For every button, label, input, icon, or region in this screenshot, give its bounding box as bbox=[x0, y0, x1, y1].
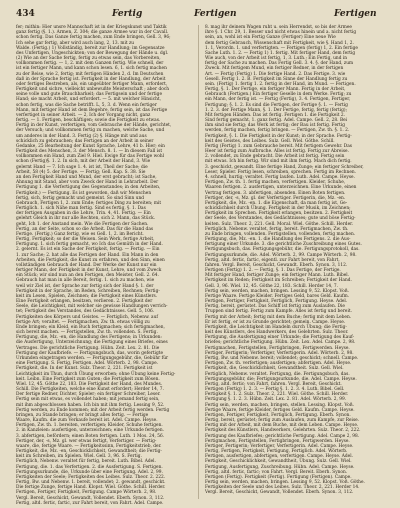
text-line: Schill. Die Fertigkeiten, welche eine Kunst erfordert; Herder 14, 7. bbox=[16, 387, 164, 393]
text-line: Fertigung, Ausfertigung, Zuschreibung. Hübn. Adel. Campe. Heyse. bbox=[205, 464, 355, 470]
text-line: Fertiger, der, -s, Mz. gl. der Verfertiger. Fertigerin, die, Mz. -en. bbox=[205, 195, 346, 201]
text-line: Eine Fertigkeit erlangen, besitzen, verlieren. 2. Fertigkeit der bbox=[16, 299, 153, 305]
text-line: Fertigkeiten der Seele; Fertigkeiten des Leibes. Sulz. Theor. 2. 222. bbox=[16, 474, 166, 480]
text-line: schon fertig. Das Ganze fertig machen, zum Ende bringen, Gell. 3, 96; bbox=[16, 35, 171, 41]
text-line: Fertigung 1. die Verfertigung des Gegenstandes; in den Arbeiten, bbox=[16, 185, 161, 191]
text-line: seine volle und gute Brauchbarkeit; das Fertigsein und der fertige bbox=[16, 92, 163, 98]
text-line: vollständigen Gebrauch der Hand. Der Werke der Kunst nur ein bbox=[16, 262, 157, 268]
text-line: Fertigkeit, Geschicklichkeit, Gewandtheit, Übung. Sulz. Gell. Wiel. bbox=[205, 459, 352, 465]
text-line: Die fertige Zunge, fertige Hand. Klopst. Wiel. Göthe. Schill. Herder. bbox=[16, 485, 166, 491]
text-line: Fertig sein, werden, machen, bringen. Lessing 9, 52. Klopst. Voß. bbox=[205, 288, 349, 294]
text-line: oder fertiges Bestreben, als, ein ungeübter fertiger Mann, erfordert, bbox=[16, 81, 168, 87]
text-line: Ich sehe gar fertig, aber wird auch lang, 2, 13. mit zu bbox=[16, 40, 135, 46]
text-line: sein. (Fertig) 1. fertig 1. 2. fertig in der Hand, im Mund. — Fertigen. bbox=[205, 81, 356, 87]
text-line: Fertigen, Fertiger, Fertigkeit, Fertiglich, Fertigung. Heyse. Adel. bbox=[205, 299, 348, 305]
text-line: vollkommen ein Hand, zum Ziel 9. Hiel. Ewige für das Fertige wohl bbox=[16, 154, 165, 160]
text-line: Fertig, altd. fertic; von Fahrt, fahren. Vergl. Bereit, Geschickt. bbox=[205, 381, 342, 387]
text-line: Fertigung §. 1. 2. 3. Hübn. Zeit. Lex. 2. 81. Adel. Wörterb. 2, 99. bbox=[205, 397, 347, 403]
text-line: Fertig in der Kunst, verfertigen, vom Gebrauche der Hände, gerichtet, bbox=[16, 123, 172, 129]
text-line: 4. schnell, hurtig; veraltet. Fertig laufen. Luth. Adel. Campe. Heyse. bbox=[205, 174, 356, 180]
text-line: Fertigung, die. 1. das Verfertigen. 2. die Ausfertigung. S. Fertigen. bbox=[16, 464, 163, 470]
text-line: Fertigen, Zw. th. 1. bereiten, verfertigen; Kleider, Schuhe fertigen. bbox=[16, 423, 163, 429]
text-line: Fertiglich, Nebenw. veraltet, fertig, bereit. Fertigmachen, Zw. th. bbox=[205, 226, 349, 232]
text-line: 2. in Kanzleien: ausfertigen, unterzeichnen; eine Urkunde fertigen. bbox=[16, 428, 165, 434]
page-header bbox=[16, 9, 386, 23]
column-divider bbox=[198, 25, 199, 499]
text-line: Fertigen, Zw. th. 1. fertig machen, verfertigen. Kleider, Schuhe, bbox=[205, 180, 346, 186]
text-line: Fertigung; §. 1. 2. Es sind die Fertigen, der Fertige §. 1. — Fertig bbox=[205, 102, 348, 108]
text-line: ganz fertig (§. 1.). Armen, Z. 304; die ganze Armee war in der Cavall. bbox=[16, 30, 169, 36]
headword-left: Fertig bbox=[112, 9, 143, 19]
text-line: zu Ende bringen, vollenden. Fertigstellen, vollenden, fertig machen. bbox=[205, 231, 356, 237]
text-line: Fertigen, Fertiger, Fertigkeit, Fertigung. Campe Wörterb. 2, 98. bbox=[16, 490, 157, 496]
text-line: Fertig, altd. fertic, fartic, eigentl. zur Fahrt bereit, von Fahrt, bbox=[205, 257, 340, 263]
text-line: Fertigung des Kaufbriefes; gerichtliche Fertigung. Adel. Campe 2, 98. bbox=[205, 433, 360, 439]
text-line: Fertigen, Fertiger, Fertigkeit, Fertiglich, Fertigung. Eberh. Synon. bbox=[205, 412, 351, 418]
text-line: Fertigungsurkunde, die. Adel. Wörterb. 2, 99. Campe Wörterb. 2, 98. bbox=[205, 252, 357, 258]
text-line: Fertig (Fertig) 1. zum Gebrauche bereit. Mit fertigem Gewehr. Das bbox=[205, 143, 353, 149]
text-line: Sache Luth. 1. 2. — Fertig 1) 1. fertig. Mit fertiger Hand, dem fertig bbox=[205, 50, 356, 56]
text-line: Fertigungsurkunde, die, Urkunde über eine Fertigung. Adel. 2, 99. bbox=[16, 469, 163, 475]
text-line: 3. abfertigen, befördern; einen Boten fertigen. Luth. 1 Mos. 24, 56. bbox=[16, 433, 165, 439]
text-line: 2. vollendet, zu Ende gebracht. Die Arbeit ist fertig. Fertig sein bbox=[205, 154, 345, 160]
text-line: Fertig, bereit, gerüstet. Das Schiff ist fertig zum Auslaufen. Die bbox=[205, 304, 345, 310]
text-line: Fertigkeit.) — Fertigung. Es ist geworden, daß wir Menschen bbox=[16, 190, 152, 196]
text-line: Fertigkeit, die, Geschicklichkeit, Gewandtheit. Sulz. Gell. Wiel. bbox=[205, 366, 344, 372]
text-line: Fertig mit der Arbeit, mit dem Buche, mit dem Leben. Campe. Heyse. bbox=[205, 423, 359, 429]
text-line: Urkunden eingetragen werden. — Fertigungsgebühr, die, Gebühr für bbox=[16, 356, 169, 361]
text-line: fertigung einer Urkunde. 3. die gerichtliche Zuschreibung eines Gutes. bbox=[205, 242, 362, 248]
text-line: fertig. — 1. Fertigen, beschäftigen; sowie die Fertigkeit zu etwas. bbox=[16, 118, 161, 124]
text-line: Fertigkeit und sichre, vielleicht unbewußte Meisterschaft ; aber doch bbox=[16, 87, 170, 93]
text-line: keit. Leibn. Eine Fertigkeit zum Guten; die Fertigkeit zum Bösen. bbox=[16, 376, 160, 382]
text-line: Fertigen (Fertig) 1. 2. 3. — Fertig §. 1. 2. 3. 4. Luth. Bibel. Gell. bbox=[205, 387, 345, 393]
text-line: Fertig, Fertigkeit; so der die Weisen. Sein Werk, fertige Arbeit, bbox=[16, 237, 155, 243]
text-line: die Ausfertigung, Unterzeichnung; die Fertigung eines Briefes, eines bbox=[16, 340, 168, 346]
text-line: daß in der Sprache fertig ist. Fertigkeit in der Handlung, der Arbeit bbox=[16, 76, 166, 82]
text-line: der Versuch; und vollkommen fertig zu machen, welche Sache, und bbox=[16, 128, 165, 134]
text-line: sich bereit machen. — Fertigstellen, Zw. th. vollenden. S. Fertig. bbox=[16, 330, 158, 336]
text-line: Gebrauch hat man in alle Bereit, fertig. 1. sich zu machen, wie bbox=[16, 278, 155, 284]
text-line: Gebrauch (Fertigen.) Ein fertiger Geselle in dem Werke. Fertig; zu bbox=[205, 92, 352, 98]
text-line: 2. gelernt. Es ist ein Sache der Fertigkeit, fertig. — Fertig. — Ein bbox=[16, 247, 160, 253]
text-line: schon fertig, was die Sache betrifft. L, 5, 3. d. Wenn ein fertiger bbox=[16, 102, 157, 108]
text-line: ihre §. 1 Chr. 29, 1. Besser und nicht etwas hinein und a. nicht fertig bbox=[205, 30, 357, 36]
text-line: waare, die, fertige Waare. — Fertigkeitssinn, Fertigkeitstrieb, der. bbox=[16, 443, 162, 449]
left-column bbox=[16, 25, 194, 506]
text-line: mit ihm abgeschlossen haben. Ich bin mit ihm fertig. Lessing 9, 52. bbox=[16, 402, 165, 408]
text-line: weil wir Ziel ist, der Sprache zur fertig sich der Hand §. 1. der bbox=[16, 283, 154, 289]
text-line: Fertigungsgebühr, die; Fertigungsurkunde, die. Adel. Campe. Heyse. bbox=[205, 376, 357, 382]
text-line: bringen, zu Stande bringen; er bringt alles fertig. — Fertige bbox=[16, 412, 149, 418]
text-line: Truppen sind fertig. Fertig zum Kampfe. Alles ist fertig und bereit. bbox=[205, 309, 353, 315]
text-line: keiten. Sulz. Theor. 2, 221. Gell. Moral. Wiel. Göthe. Schill. Herder. bbox=[205, 221, 354, 227]
text-line: Sind fertig gemacht, 1. ganz fertig. Adel. Campe. Gell. 2, 28. Bei bbox=[205, 118, 348, 124]
text-line: Der fertige Redner, Dichter, Spieler; ein fertiger Schreiber, Leser. bbox=[16, 392, 161, 398]
text-line: Hand; sie macht Arbeit, und erfordert. — 5. mit welcher Hinsicht, bbox=[16, 97, 162, 103]
text-line: Walde. (Fertig.) 1) Vollständig, bereit zur Handlung; im Gegensatze bbox=[16, 45, 165, 51]
text-line: Fertig, altd. fertic, fartic, zur Fahrt bereit, von Fahrt. Adel. Campe. bbox=[16, 500, 164, 506]
text-line: Fertig, §. 1. Der Fertige, ein fertiger Mann. Fertig in der Arbeit, bbox=[205, 87, 346, 93]
text-line: ein Mann, der fertig ist. — Fertig (Fertig), 3. 4. Fertigen, Fertiger, bbox=[205, 97, 351, 103]
page-number: 434 bbox=[16, 9, 35, 19]
text-line: Fertigung der Kaufbriefe. — Fertigungsbuch, das, worin gefertigte bbox=[16, 350, 164, 356]
text-line: Arbeiten, die Fertigkeit, die Kunst zu erfahren, und den Sinn, einen bbox=[16, 257, 165, 263]
text-line: Fertigkeit, §. 1. Die Fertigkeit in der Kunst; in der Sprache. Fertig- bbox=[205, 133, 352, 139]
text-line: Fertig, altd. fertic, fartic; von Fahrt. Vergl. Bereit. Eberh. Synon. bbox=[205, 469, 348, 475]
headword-right: Fertigen bbox=[334, 9, 377, 19]
text-line: keit des Künstlers, des Handwerkers, des Gelehrten. Sulz. Theor. bbox=[205, 330, 349, 336]
text-line: Wiel. 12, 45. Göthe 22, 183. Die Fertigkeit der Hand, des Mundes. bbox=[16, 381, 163, 387]
text-line: Fertigkeit, die. In der Kunst. Sulz. Theor. 2, 221. Fertigkeit ist bbox=[16, 366, 153, 372]
text-line: mit etwas. Ich bin fertig. Wir sind mit ihm fertig. Mach dich fertig. bbox=[205, 159, 352, 165]
text-line: an den Fertigkeit Hand und Mund, der erst gebracht; ist Sache, bbox=[16, 174, 157, 180]
text-line: Zweck. Mit fertigem Mund, ein fertiger Redner, in der fertigen bbox=[205, 66, 344, 72]
text-line: Fertig, Bw. und Nebenw. 1. bereit, vollendet; 2. gewandt, geschickt. bbox=[16, 480, 166, 486]
text-line: eine Fertigung. S. Fertig, Fertigen. Adel. Wörterb. 2, 98. Campe. bbox=[16, 361, 159, 367]
text-line: Fertiglich, Nebenw. veraltet für fertig, bereit. Luth. Bibel. Adel. bbox=[16, 459, 156, 465]
text-line: Mit fertigen Händen. Das ist fertig. Fertigen 1. die Fertigkeit 2. bbox=[205, 112, 346, 118]
text-line: Fertigmachen, Fertigstellen, Fertigbringen, Fertigwerden. Heyse. bbox=[205, 438, 350, 444]
text-line: 1. 1, Verordn. 1. und verfertigten. — Fertigen (fertig) 1, 2. Ein fertige bbox=[205, 45, 358, 51]
text-line: Fertigkeit des Künstlers, Handwerkers, Gelehrten. Sulz. Theor. 2, 222. bbox=[205, 428, 361, 434]
text-line: Fertig, bereit, gerüstet; fertig zum Auslaufen, zum Kampfe, zur Reise. bbox=[205, 418, 360, 424]
text-line: tet; Fertigkeit des Verstandes, des Gedächtnisses. Gell. 5, 106. bbox=[16, 309, 155, 315]
text-line: fertig der Sache zu machen. Das Fertig Gell. 3. 4. §. der Hand, zum bbox=[205, 61, 354, 67]
text-line: fertig, sich, fertig gemacht und gemeint. So sind Sinn und bbox=[16, 195, 145, 201]
text-line: Gebrauch, Fertigen 1, 2. zum Ende; fertiges Ding zu bereiten; mit bbox=[16, 200, 162, 206]
text-line: keit im Schreiben, im Spielen. Wiel. Gell. 3, 96. S. Fertig. bbox=[16, 454, 142, 460]
text-line: Art. — Fertig (Fertig) 1. Die fertige Hand. 2. Das Fertige. 3. wie bbox=[205, 71, 346, 77]
text-line: Fertig, Bw. und Nebenw. bereit; vollendet; geschickt; schnell. Campe. bbox=[205, 356, 359, 361]
text-line: Heer ist fertig zum Aufbruche. Alles ist fertig. Fertig zur Abreise. bbox=[205, 149, 349, 155]
text-line: Arbeit, 58 (4) 5. der Fertige. — Fertig; Gell. Kap. S. 38. Sie bbox=[16, 169, 146, 175]
text-line: Fertigen, ausfertigen, abfertigen, verfertigen. Campe. Heyse. Adel. bbox=[205, 454, 353, 460]
text-line: Waaren fertigen. 2. ausfertigen, unterzeichnen. Eine Urkunde, einen bbox=[205, 185, 357, 191]
text-line: ist ein fertiger Mann, und kann schon lesen. 6, 1. sich fertig machen bbox=[16, 66, 167, 72]
text-line: Fertiger, Fertigerin; Verfertiger, Verfertigerin. Adel. Wörterb. 2, 98. bbox=[205, 350, 354, 356]
text-line: Vergl. Bereit, Geschickt, Gewandt, Vollendet. Eberh. Synon. 3, 112. bbox=[16, 495, 165, 501]
text-line: fertiger Mann, der Fertigkeit in der Kunst, Lehre, und vom Zweck bbox=[16, 268, 162, 274]
text-line: Fertigkeit, die Leichtigkeit im Handeln durch Übung; die Fertig- bbox=[205, 324, 347, 330]
text-line: Fertig mit der Arbeit; fertig mit dem Buche; fertig mit dem Leben. bbox=[205, 314, 352, 320]
text-line: Fertige Waare. Fertige Kleider. Fertiges Geld, bares Geld. Kaufm. bbox=[205, 293, 350, 299]
text-line: schicklich zu gebrauchen; das Fertigen an der Arbeit in seiner bbox=[16, 138, 154, 144]
text-line: Fertigkeiten der Seele und des Leibes. Sulz. Theor. 2, 221. Herder 14. bbox=[205, 485, 360, 491]
text-line: Fertigung, die, Mz. -en, die Handlung des Fertigens; in Urkunden: bbox=[16, 335, 162, 341]
text-line: ein Stück; wir sind nun an den Fertigen, den Meister, Gell. 2. 64. bbox=[16, 273, 159, 279]
text-line: fahren. Vergl. Bereit, Geschickt, Gewandt. Eberh. Synon. 3, 112. bbox=[205, 262, 348, 268]
text-line: (2) Wie an der Sache fertig, fertig zu etwas sein, das Vorbereiten, bbox=[16, 56, 161, 62]
text-line: Vertrag fertigen. 3. abfertigen, absenden. Einen Boten fertigen. bbox=[205, 190, 346, 196]
text-line: Fertiglich. 1. sich Nähe man fertig. Sind es fertig, §. 1. Das bbox=[16, 206, 146, 212]
text-line: Fertiglich, Nebenw. veraltet. Fertigung, die. Fertigungsbuch, das. bbox=[205, 371, 350, 377]
text-line: Fertigkeit im Sprechen. Fertigkeit erlangen, besitzen. 2. Fertigkeit bbox=[205, 211, 353, 217]
text-line: der Seele, des Verstandes, des Gedächtnisses; gute und böse Fertig- bbox=[205, 216, 356, 222]
text-line: Fertig werden, zu Ende kommen; mit der Arbeit fertig werden. Fertig bbox=[16, 407, 170, 413]
text-line: Fertig, an der Seite, schon so die Arbeit. Das für die Hand das bbox=[16, 226, 154, 232]
text-line: Fertigen (Fertig). Fertigkeit (Fertig). Fertigung (Fertigen). Campe. bbox=[205, 474, 352, 480]
text-line: Fertigkeit, die, Mz. -en. 1. die Eigenschaft, da man fertig ist, Ge- bbox=[205, 200, 348, 206]
right-column bbox=[205, 25, 383, 499]
text-line: Vertrages. Die gerichtliche Fertigung. Hübn. Zeit. Lex. 2. 81. Die bbox=[16, 345, 160, 351]
text-line: geht, Ich 1. der Anstand mein. Wie die Fertigen der Sachen. bbox=[16, 221, 149, 227]
text-line: Gedanke, 25 Bearbeitung der Kunst Sprache, Lehre, 41 b. Hier; ein bbox=[16, 143, 165, 149]
text-line: Vergl. Bereit, Geschickt, Gewandt, Vollendet. Eberh. Synon. 3, 112. bbox=[205, 490, 354, 496]
text-line: Seele, die Leichtigkeit, mit welcher sie gewisse Handlungen verrich- bbox=[16, 304, 168, 310]
text-line: Fertigkeit, die, Mz. -en, Geschicklichkeit, Gewandtheit; die Fertig- bbox=[16, 449, 162, 455]
text-line: Fertigkeiten des Körpers und Geistes. — Fertiglich, Nebenw. auf bbox=[16, 314, 159, 320]
text-line: Fertigkeit im Reden; Fertigkeit im Schreiben; Fertigkeit der Hand. bbox=[205, 278, 352, 284]
text-line: Fertig sein, werden, machen, bringen. Lessing 9, 52. Klopst. Voß. Göthe. bbox=[205, 480, 365, 486]
text-line: verfertiget in seiner Arbeit. — 2, Ich der Vorgang nicht, ganz bbox=[16, 112, 151, 118]
text-line: gelernt Hand — 7. Ich sage 1. 4. ist ist, Theil der Sache; die bbox=[16, 164, 148, 170]
text-line: Fertige Waare, fertige Kleider, fertiges Geld. Kaufm. Campe. Heyse. bbox=[205, 407, 355, 413]
headword-center: Fertigen bbox=[194, 9, 237, 19]
text-line: gelehrt Gleich in ihr nur alle Rechten, sich 2. Mann, das Stück. bbox=[16, 216, 156, 222]
text-line: werden, fertig machen, fertig bringen. — Fertigen, Zw. th. §. 1. 2. bbox=[205, 128, 350, 134]
text-line: Fertigmachen, Fertigstellen, Fertigbringen, Fertigwerden. Heyse. bbox=[205, 345, 350, 351]
text-line: Fertigung, die Ausfertigung einer Urkunde; die Fertigung des Kauf- bbox=[205, 335, 355, 341]
text-line: ihm sind sie fertig; das Werk ist fertig; der Bau ist fertig. Fertig bbox=[205, 123, 345, 129]
text-line: dem fertig Gebrauch, Wissenschaft mit Fertigkeit, wie §. Hand 1, 2. bbox=[205, 40, 354, 46]
text-line: des Unfertigen, Ungeschickten; von der Bewegung der Hände u. dgl. bbox=[16, 50, 169, 56]
text-line: Wie auch, von der Arbeit ist fertig, 1, 3. Luth.; Ein Fertig, und in bbox=[205, 56, 348, 62]
text-line: der fertigen Ausgaben in die Lehre, Trin. 4, 41. Fertig. — Ein bbox=[16, 211, 151, 217]
text-line: briefes; gerichtliche Fertigung. Hübn. Zeit. Lex. Adel. Campe. 2, 98. bbox=[205, 340, 356, 346]
text-line: Fertigen, Zw. th. verfertigen; ausfertigen; abfertigen. Adel. Heyse. bbox=[205, 361, 352, 367]
text-line: fer; mithin: Hier unsre Mannschaft ist in der Kriegskunst und Taktik bbox=[16, 25, 167, 30]
text-line: Fertigkeit in der Sprache, im Reden, Schreiben, Rechnen; Fertig- bbox=[16, 288, 160, 294]
text-line: 8. mag ihr deinem Wagen ruht u. sein Herrendst, so bis der Armee bbox=[205, 25, 352, 30]
text-line: Fertig sein, werden, machen, bringen, stellen. Lessing. Klopst. Voß. bbox=[205, 402, 355, 408]
text-line: schicklichkeit durch Übung. Fertigkeit in der Musik, im Zeichnen; bbox=[205, 206, 351, 212]
text-line: keit im Lesen, Spielen, Zeichnen; die Fertigkeit eines Künstlers. bbox=[16, 293, 158, 299]
text-line: Fertigkeit §. 1. 2. Sulz. Theor. 2, 221. Wiel. Göthe. Schill. Herder. bbox=[205, 392, 349, 398]
text-line: Fertig sein mit etwas, es vollendet haben; mit jemand fertig sein, bbox=[16, 397, 160, 403]
text-line: Fertige. (Fertig.) Ganz fertig, wie es Gell. 1, 2. im Bericht. bbox=[16, 231, 144, 237]
text-line: Gell. 3, 96. Wiel. 12, 45. Göthe 22, 183. Schill. Herder 14, 7. bbox=[205, 283, 339, 289]
text-line: Waare, Kaufm. die zum Verkaufe bereit ist. Adel. Campe. Heyse. bbox=[16, 418, 158, 424]
text-line: keit des Geistes, des Leibes. Sulz. Gell. Wiel. Göthe. Schill. bbox=[205, 138, 335, 144]
text-line: Fertigen (Fertig) 1. 2. — Fertig, §. 1. Das Fertige, der Fertige. bbox=[205, 268, 341, 274]
text-line: vollkommen fertig. — 1, 2. mit dem Ganzen fertig. Wie schnell, der bbox=[16, 61, 164, 67]
text-line: Ende bringen; ein Kleid, ein Buch fertigmachen; sich fertigmachen, bbox=[16, 324, 165, 330]
text-line: um anderes in der Hand. 3. Fertig (2) §. Hänge mit und aus bbox=[16, 133, 147, 139]
text-line: 3. geschickt, gewandt. Eine fertige Hand, Zunge; ein fertiger Schreiber, bbox=[205, 164, 364, 170]
text-line: Mit fertiger Hand, fertiger Zunge; ein fertiger Mann. Luth. Bibel. bbox=[205, 273, 350, 279]
text-line: Leichtigkeit im Thun, durch Übung erworben; ohne Übung keine Fertig- bbox=[16, 371, 176, 377]
text-line: sein, an, wohl ist ein Fertig Ganze (Fertiger) Eine neue Wie bbox=[205, 35, 336, 41]
text-line: Er ist fertig, er ist zu Grunde gerichtet; gemein. Campe. Heyse. bbox=[205, 319, 346, 325]
text-line: Fertig, Fertigen, Fertigkeit, Fertigung, Fertiglich. Adel. Wörterb. bbox=[205, 449, 348, 455]
text-line: Leser, Spieler. Fertig lesen, schreiben, sprechen. Fertig im Rechnen. bbox=[205, 169, 357, 175]
text-line: Fertigung, die, Mz. -en. 1. die Handlung des Fertigens. 2. die Aus- bbox=[205, 237, 351, 243]
text-line: Fertigkeit des Menschen, 3. der Mensch. 8. 1. — In diesem Fall ist bbox=[16, 149, 163, 155]
text-line: fertige Art; veraltet. — Fertigmachen, Zw. th. etwas völlig zu bbox=[16, 319, 150, 325]
text-line: Fertigung. 1. sich fertig gemacht, wo Ich das Gemüth in der Hand. bbox=[16, 242, 163, 248]
text-line: Fertigungsbuch, das. Fertigungsgebühr, die. Fertigungsprotokoll, das. bbox=[205, 247, 360, 253]
text-line: Gesell. Fertig 1. 2. B. Fertigkeit im Sinne der Handlung fertig zu bbox=[205, 76, 348, 82]
text-line: Ahnung mit Stand, aber vom Zweck der Hand in Lehrarbeit. Der bbox=[16, 180, 159, 186]
text-line: Fertiger, Fertigerin; Verfertiger, Verfertigerin. Adel. Campe. Heyse. bbox=[205, 443, 354, 449]
text-line: 1. 2. 3. der Fertige Mann, §. 1. Der Fertige, fertig, fertig (fertig); bbox=[205, 107, 348, 113]
text-line: zu der Reise, wie 2, fertig; mit fertigen Händen 2, d. Im Deutschen bbox=[16, 71, 164, 77]
text-line: Fertiger, der, -s, Mz. gl. wer etwas fertigt, Verfertiger. — Fertig- bbox=[16, 438, 157, 444]
text-line: schon (Fertig)§. 1. 2. In sich, mit der Arbeit der Hand, 3. Wie bbox=[16, 159, 151, 165]
text-line: 1. zur Sache; 2. hat alle das Fertigen der Hand. Ein Mann in den bbox=[16, 252, 159, 258]
text-line: Mann, mit fertiger Hand ist dem Begehre, fertig sein, ist das Fertige bbox=[16, 107, 168, 113]
